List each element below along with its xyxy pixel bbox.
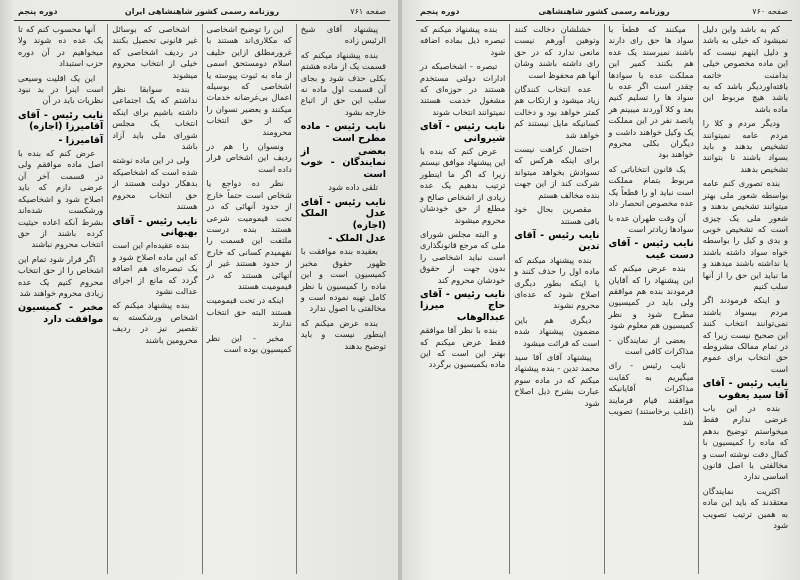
- paragraph: نظر ده دواجع یا شخاص است حتماً خارج از حدود آنهائی که در تحت قیمومیت شرعی هستند بنده درست ملتفت این قسمت را نفهمیدم کسانی که خارج از حدود هستند غیر از آنهائی هستند که در قیمومیت هستند: [206, 178, 292, 291]
- text-column: [14, 24, 107, 574]
- paragraph: بنده پیشنهاد میکنم که ماده اول را حذف کنند و یا اینکه بطور دیگری اصلاح شود که عده‌ای محروم نشوند: [514, 254, 600, 311]
- paragraph: اگر قرار شود تمام این اشخاص را از حق انتخاب محروم کنیم یک عده زیادی محروم خواهند شد: [18, 253, 104, 298]
- newspaper-title: روزنامه رسمی کشور شاهنشاهی ایران: [124, 7, 280, 16]
- page-number: صفحه ۷۶۰: [752, 7, 788, 16]
- paragraph: بنده پیشنهاد میکنم که اشخاص ورشکسته به تقصیر نیز در ردیف محرومین باشند: [112, 300, 198, 345]
- issue-label: دوره پنجم: [18, 7, 58, 16]
- page-number: صفحه ۷۶۱: [350, 7, 386, 16]
- paragraph: دیگری هم باین مضمون پیشنهاد شده است که قرائت میشود: [514, 314, 600, 348]
- paragraph: عرض کنم که بنده با این پیشنهاد موافق نیستم زیرا که اگر ما اینطور ترتیب بدهیم یک عده زیادی از اشخاص صالح و مطلع از حق خودشان محروم میشوند: [420, 146, 506, 225]
- speaker-heading: نایب رئیس - آقای دست غیب: [608, 238, 694, 261]
- paragraph: تلقی داده شود: [328, 182, 378, 193]
- text-columns: [416, 24, 792, 574]
- paragraph: بنده سوابقا نظر نداشتم که یک اجتماعی داشته باشیم برای اینکه انتخاب یک مجلس شورای ملی باید آزاد باشد: [112, 84, 198, 152]
- text-column: [296, 24, 390, 574]
- paragraph: اشخاصی که بوسائل غیر قانونی تحصیل بکنند در ردیف اشخاصی که خیلی از انتخاب محروم میشوند: [112, 24, 198, 80]
- speaker-heading: عدل الملک -: [328, 232, 386, 244]
- paragraph: و البته مجلس شورای ملی که مرجع قانونگذاری است نباید اشخاصی را بدون جهت از حقوق خودشان محروم کند: [420, 228, 506, 285]
- paragraph: یک قانون انتخاباتی که مربوط بتمام مملکت است نباید او را قطعاً یک عده مخصوص انحصار داد: [608, 163, 694, 209]
- text-column: [202, 24, 296, 574]
- paragraph: مخبر - این نظر کمیسیون بوده است: [206, 332, 292, 354]
- paragraph: ولی در این ماده نوشته شده است که اشخاصیکه بدهکار دولت هستند از حق انتخاب محروم هستند: [112, 155, 198, 212]
- paragraph: و اینکه فرمودند اگر مردم بیسواد باشند نمی‌توانند انتخاب کنند این صحیح نیست زیرا که در تمام ممالک مشروطه حق انتخاب برای عموم است: [702, 295, 788, 374]
- page-header: [14, 4, 390, 21]
- paragraph: اکثریت نمایندگان معتقدند که باید این ماده به همین ترتیب تصویب شود: [702, 485, 788, 531]
- paragraph: احتمال کراهت نیست برای اینکه هرکس که تسوادش بخواهد میتواند شرکت کند از این جهت بنده مخالف هستم: [514, 144, 600, 200]
- text-column: [604, 24, 698, 574]
- paragraph: بعقیده بنده موافقت با ظهور حقوق مخبر کمیسیون است و این ماده را کمیسیون با نظر کامل تهیه نموده است و مخالفتی با اصول ندارد: [300, 246, 386, 314]
- speaker-heading: نایب رئیس - آقای آقامیرزا (اجازه): [18, 109, 104, 133]
- speaker-heading: بعضی از نمایندگان - خوب است: [300, 146, 386, 180]
- speaker-heading: نایب رئیس - آقای بهبهانی: [112, 215, 198, 238]
- paragraph: بنده تصوری کنم عامه‌ بواسطه شعور ملی بهتر میتوانند تشخیص بدهند و شعور ملی یک چیزی است که تشخیص خوبی و بدی و کیل را بواسطه خواه سواد داشته باشند یا نداشته باشند میدهند و ما نباید این حق را از آنها سلب کنیم: [702, 178, 788, 291]
- text-column: [698, 24, 792, 574]
- paragraph: ونسوان را هم در ردیف این اشخاص قرار داده است: [206, 141, 292, 174]
- paragraph: آنها محسوب کنم که تا یک عده ده شوند ولا میخواهیم در آن دوره حزب استبداد: [18, 24, 104, 69]
- issue-label: دوره پنجم: [420, 7, 460, 16]
- text-column: [107, 24, 201, 574]
- page-header: [416, 4, 792, 21]
- text-column: [416, 24, 509, 574]
- paragraph: بنده عقیده‌ام این است که این ماده اصلاح شود و یک تبصره‌ای هم اضافه گردد که مانع از اجرای عدالت نشود: [112, 240, 198, 296]
- paragraph: پیشنهاد آقای آقا سید محمد تدین - بنده پیشنهاد میکنم که در ماده سوم عبارت بشرح ذیل اصلاح شود: [514, 351, 600, 408]
- paragraph: اینکه در تحت قیمومیت هستند البته حق انتخاب ندارند: [206, 295, 292, 329]
- newspaper-title: روزنامه رسمی کشور شاهنشاهی: [538, 7, 670, 16]
- paragraph: پیشنهاد آقای شیخ الرئیس زاده: [300, 24, 386, 46]
- speaker-heading: نایب رئیس - آقای آقا سید یعقوب: [702, 378, 788, 401]
- speaker-heading: مخبر - کمیسیون موافقت دارد: [18, 302, 104, 325]
- paragraph: کم به باشد واین دلیل نمیشود که خیلی به باشد و دلیل اینهم نیست که این ماده مخصوص خیلی بدامنت خاتمه یافته‌اوردیگر باشد که به باشد هیچ مربوط این ماده باشد: [702, 24, 788, 114]
- paragraph: خشلشان دخالت کنند وتوهین آورهم نیست مانعی ندارد که در حق رای داشته باشند وشان آنها هم محفوظ است: [514, 24, 600, 80]
- paragraph: نایب رئیس - رای میگیریم به کفایت مذاکرات آقایانیکه موافقند قیام فرمایند (اغلب برخاستند) تصویب شد: [608, 360, 694, 428]
- paragraph: ودیگر مردم و کلا را مردم عامه نمیتوانند تشخیص بدهند و باید بسواد باشند تا بتوانند تشخیص بدهند: [702, 118, 788, 174]
- paragraph: بنده با نظر آقا موافقم فقط عرض میکنم که بهتر این است که این ماده بکمیسیون برگردد: [420, 325, 506, 370]
- paragraph: تبصره - اشخاصیکه در ادارات دولتی مستخدم هستند در حوزه‌ای که مشغول خدمت هستند نمیتوانند انتخاب شوند: [420, 61, 506, 117]
- right-page: [402, 0, 800, 580]
- paragraph: آن‌ وقت طهران عده با سوادها زیادتر است: [608, 212, 694, 234]
- paragraph: مقصرین بحال خود باقی هستند: [514, 204, 600, 226]
- paragraph: عرض کنم که بنده با اصل ماده موافقم ولی در قسمت آخر آن عرضی دارم که باید اصلاح شود و اشخاصیکه ورشکست شده‌اند بشرط آنکه اعاده حیثیت کرده باشند از حق انتخاب محروم نباشند: [18, 148, 104, 250]
- speaker-heading: نایب رئیس - آقای شیروانی: [420, 121, 506, 144]
- speaker-heading: آقامیرزا -: [58, 134, 104, 146]
- paragraph: بنده در این باب عرضی ندارم فقط میخواستم توضیح بدهم که ماده را کمیسیون با کمال دقت نوشته است و مخالفتی با اصل قانون اساسی ندارد: [702, 403, 788, 482]
- paragraph: این یک اقلیت وسیعی است اینرا در بد نبود نظریات باید در آن: [18, 72, 104, 106]
- speaker-heading: نایب رئیس - آقای تدین: [514, 229, 600, 253]
- speaker-heading: نایب رئیس - آقای عدل الملک (اجازه): [300, 196, 386, 231]
- paragraph: بعضی از نمایندگان - مذاکرات کافی است: [608, 334, 694, 356]
- paragraph: میکنند که قطعاً با سواد ها حق رای دارند باشند نمیرسند یک عده هم بکنند کمیر این مملکت عده با سوادها چقدر است اگر عده با سواد ها را تسلیم کنیم بعد و کلا آوردند میبینم هر پانصد نفر در این مملکت یک وکیل خواهند داشت و دیگران بکلی محروم خواهند بود: [608, 24, 694, 160]
- speaker-heading: نایب رئیس - آقای حاج میرزا عبدالوهاب: [420, 288, 506, 323]
- speaker-heading: نایب رئیس - ماده مطرح است: [300, 121, 386, 144]
- paragraph: بنده پیشنهاد میکنم که تبصره ذیل بماده اضافه شود: [420, 24, 506, 57]
- paragraph: عده انتخاب کنندگان زیاد میشود و ارتکاب هم کمتر خواهد بود و دخالت کسانیکه مایل نیستند کم خواهد شد: [514, 84, 600, 140]
- text-column: [509, 24, 603, 574]
- paragraph: بنده عرض میکنم که این پیشنهاد را که آقایان فرمودند بنده هم موافقم ولی باید در کمیسیون مطرح شود و نظر کمیسیون هم معلوم شود: [608, 263, 694, 331]
- paragraph: بنده عرض میکنم که اینطور نیست و باید توضیح بدهند: [300, 317, 386, 351]
- paragraph: بنده پیشنهاد میکنم که قسمت یک از ماده هشتم بکلی حذف شود و بجای آن قسمت اول ماده نه سلب این حق از اتباع خارجه بشود: [300, 49, 386, 117]
- paragraph: این را توضیح اشخاصی که مکلاری‌اند هستند با غرورمطلق ازاین حلیف اسلام دومستحق اسمی از ماه به ثبوت پیوسته یا اشخاصی که بوسیله اعمال بی‌غرضانه خدمات میکنند و بعضیر نسوان را که از حق انتخاب محرومند: [206, 24, 292, 137]
- left-page: [0, 0, 398, 580]
- text-columns: [14, 24, 390, 574]
